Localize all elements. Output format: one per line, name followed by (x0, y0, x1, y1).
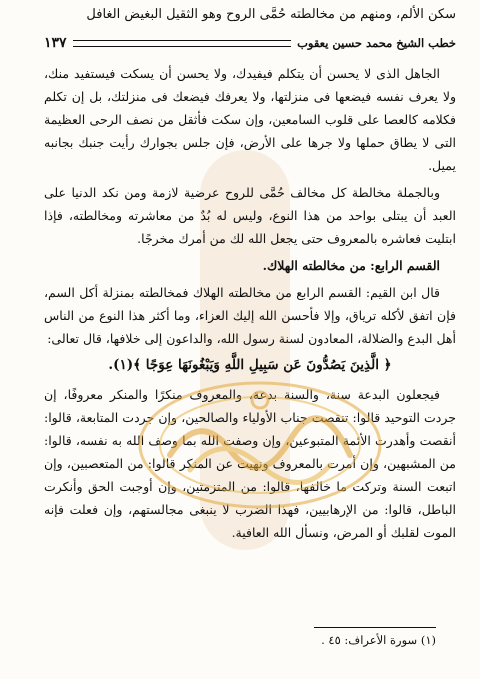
carryover-line: سكن الألم، ومنهم من مخالطته حُمَّى الروح وهو الثقيل البغيض الغافل (86, 7, 456, 22)
paragraph: فيجعلون البدعة سنة، والسنة بدعة، والمعروف منكرًا والمنكر معروفًا، إن جردت التوحيد قالوا: تنقصت جناب الأولياء والصالحين، وإن جردت المتابعة، قالوا: أنقصت وأهدرت الأئمة المتبوعين، وإن وصفت الله بما وصف الله به نفسه، قالوا: من المشبهين، وإن أمرت بالمعروف ونهيت عن المنكر قالوا: من المتعصبين، وإن اتبعت السنة وتركت ما خالفها، قالوا: من المتزمتين، وإن أوجبت الحق وأنكرت الباطل، قالوا: من الإرهابيين، فهذا الضرب لا ينبغى مجالستهم، وإن فعلت فإنه الموت لقلبك أو المرض، ونسأل الله العافية. (44, 387, 456, 540)
publisher-watermark-logo (130, 370, 390, 520)
paragraph: الجاهل الذى لا يحسن أن يتكلم فيفيدك، ولا يحسن أن يسكت فيستفيد منك، ولا يعرف نفسه فيضعها فى منزلتها، ولا يعرفك فيضعك فى منزلتك، بل إن تكلم فكلامه كالعصا على قلوب السامعين، وإن سكت فأثقل من نصف الرحى العظيمة التى لا يطاق حملها ولا جرها على الأرض، فإن جلس بجوارك رأيت جنبك بجانبه يميل. (44, 66, 456, 173)
page-number: ١٣٧ (44, 35, 67, 51)
footnote-rule (314, 627, 436, 628)
footnote: (١) سورة الأعراف: ٤٥ . (321, 633, 436, 647)
running-header (44, 33, 456, 53)
paragraph: وبالجملة مخالطة كل مخالف حُمَّى للروح عرضية لازمة ومن نكد الدنيا على العبد أن يبتلى بواحد من هذا النوع، وليس له بُدٌ من معاشرته ومخالطته، فإذا ابتليت فعاشره بالمعروف حتى يجعل الله لك من أمرك مخرجًا. (44, 185, 456, 246)
paragraph: قال ابن القيم: القسم الرابع من مخالطته الهلاك فمخالطته بمنزلة أكل السم، فإن اتفق لأكله ترياق، وإلا فأحسن الله إليك العزاء، وما أكثر هذا النوع من الناس أهل البدع والضلالة، المعادون لسنة رسول الله، والداعون إلى خلافها، قال تعالى: (44, 285, 456, 346)
header-title: خطب الشيخ محمد حسين يعقوب (297, 36, 456, 50)
section-heading: القسم الرابع: من مخالطته الهلاك. (262, 258, 440, 273)
quran-verse: ﴿ الَّذِينَ يَصُدُّونَ عَن سَبِيلِ اللَّهِ وَيَبْغُونَهَا عِوَجًا ﴾(١). (108, 357, 392, 373)
header-rule (73, 40, 292, 47)
